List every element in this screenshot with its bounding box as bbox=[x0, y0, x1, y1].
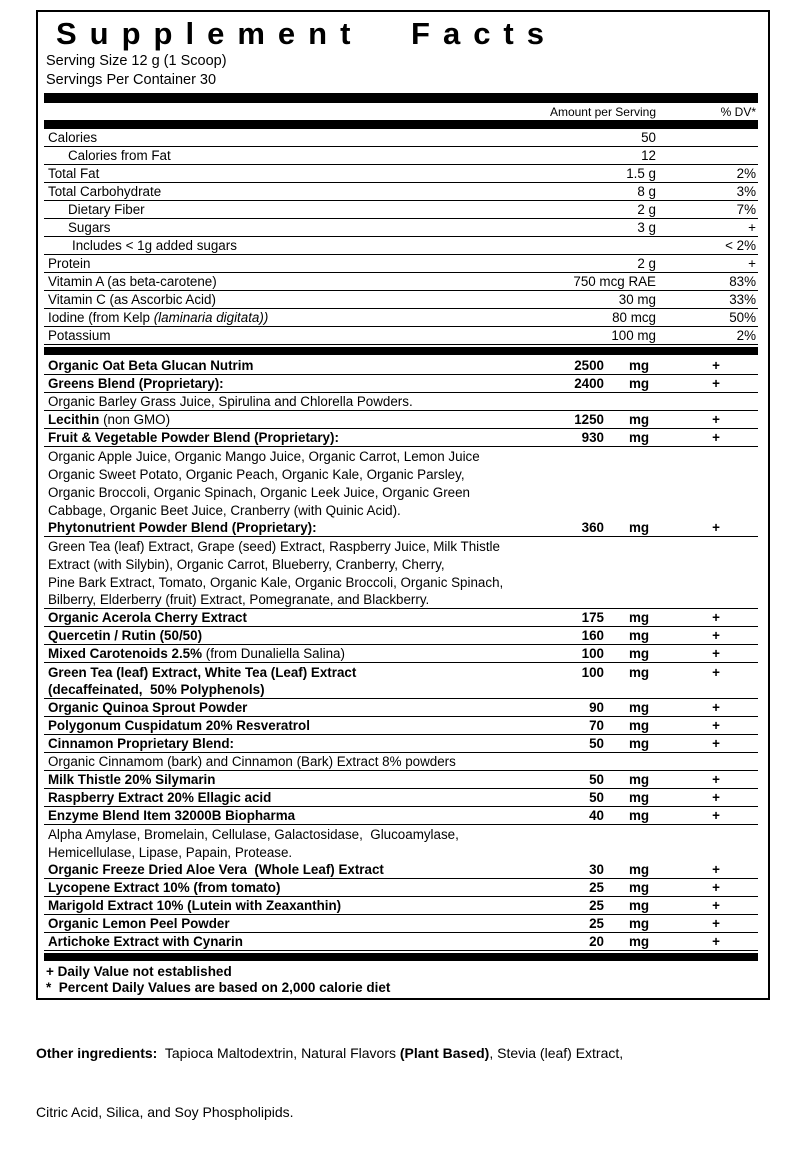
servings-per-container: Servings Per Container 30 bbox=[46, 72, 217, 88]
ingredient-dv: + bbox=[712, 665, 720, 680]
ingredient-unit: mg bbox=[628, 628, 650, 643]
nutrient-amount: 80 mcg bbox=[612, 310, 656, 325]
ingredient-description-row bbox=[44, 843, 758, 861]
nutrient-amount: 30 mg bbox=[618, 292, 656, 307]
ingredient-amount: 25 bbox=[589, 916, 604, 931]
column-header-amount: Amount per Serving bbox=[549, 105, 656, 119]
nutrition-row bbox=[44, 237, 758, 255]
ingredient-name: Organic Quinoa Sprout Powder bbox=[48, 700, 248, 715]
ingredient-row bbox=[44, 357, 758, 375]
ingredient-unit: mg bbox=[628, 790, 650, 805]
nutrient-name: Protein bbox=[48, 256, 91, 271]
ingredient-row bbox=[44, 375, 758, 393]
nutrient-dv: 7% bbox=[736, 202, 756, 217]
ingredient-amount: 90 bbox=[589, 700, 604, 715]
ingredient-name: Green Tea (leaf) Extract, White Tea (Leaf) Extract bbox=[48, 665, 357, 680]
ingredient-row-continued bbox=[44, 681, 758, 699]
ingredient-amount: 25 bbox=[589, 898, 604, 913]
ingredient-row bbox=[44, 735, 758, 753]
serving-size: Serving Size 12 g (1 Scoop) bbox=[46, 53, 227, 69]
ingredient-unit: mg bbox=[628, 916, 650, 931]
nutrient-name: Total Fat bbox=[48, 166, 100, 181]
ingredient-description-row bbox=[44, 591, 758, 609]
nutrition-row bbox=[44, 327, 758, 345]
ingredient-amount: 2400 bbox=[574, 376, 604, 391]
ingredient-row bbox=[44, 789, 758, 807]
ingredient-unit: mg bbox=[628, 736, 650, 751]
nutrient-name: Iodine (from Kelp (laminaria digitata)) bbox=[48, 310, 269, 325]
ingredient-row bbox=[44, 771, 758, 789]
nutrient-name: Sugars bbox=[68, 220, 111, 235]
nutrition-row bbox=[44, 201, 758, 219]
ingredient-dv: + bbox=[712, 628, 720, 643]
ingredient-name-suffix: (from Dunaliella Salina) bbox=[202, 646, 345, 661]
ingredient-dv: + bbox=[712, 718, 720, 733]
other-ingredients-line2: Citric Acid, Silica, and Soy Phospholipids. bbox=[36, 1103, 294, 1120]
ingredient-name: Marigold Extract 10% (Lutein with Zeaxanthin) bbox=[48, 898, 342, 913]
ingredient-unit: mg bbox=[628, 646, 650, 661]
other-ingredients bbox=[36, 1005, 760, 1161]
ingredient-description-row bbox=[44, 753, 758, 771]
other-ingredients-label: Other ingredients: bbox=[36, 1045, 158, 1061]
ingredient-dv: + bbox=[712, 700, 720, 715]
ingredient-unit: mg bbox=[628, 880, 650, 895]
nutrition-facts-section bbox=[44, 129, 758, 345]
ingredient-amount: 1250 bbox=[574, 412, 604, 427]
ingredient-dv: + bbox=[712, 880, 720, 895]
ingredient-description-row bbox=[44, 393, 758, 411]
nutrient-dv: 2% bbox=[736, 328, 756, 343]
ingredient-description-row bbox=[44, 825, 758, 843]
ingredient-amount: 2500 bbox=[574, 358, 604, 373]
ingredient-name: Phytonutrient Powder Blend (Proprietary): bbox=[48, 520, 317, 535]
ingredient-row bbox=[44, 933, 758, 951]
ingredient-description-text: Organic Cinnamom (bark) and Cinnamon (Bark) Extract 8% powders bbox=[48, 754, 456, 769]
divider-bar-middle bbox=[44, 347, 758, 355]
footnote-daily-value: + Daily Value not established bbox=[46, 964, 232, 979]
ingredient-facts-section bbox=[44, 357, 758, 951]
ingredient-name: Enzyme Blend Item 32000B Biopharma bbox=[48, 808, 296, 823]
ingredient-name: Polygonum Cuspidatum 20% Resveratrol bbox=[48, 718, 310, 733]
ingredient-name: Quercetin / Rutin (50/50) bbox=[48, 628, 203, 643]
ingredient-description-text: Organic Barley Grass Juice, Spirulina and Chlorella Powders. bbox=[48, 394, 413, 409]
ingredient-dv: + bbox=[712, 898, 720, 913]
ingredient-amount: 100 bbox=[581, 646, 604, 661]
ingredient-name: Milk Thistle 20% Silymarin bbox=[48, 772, 216, 787]
ingredient-amount: 30 bbox=[589, 862, 604, 877]
ingredient-description-row bbox=[44, 501, 758, 519]
ingredient-unit: mg bbox=[628, 520, 650, 535]
nutrient-dv: 83% bbox=[729, 274, 756, 289]
nutrition-row bbox=[44, 273, 758, 291]
nutrient-dv: < 2% bbox=[725, 238, 756, 253]
column-header-row bbox=[44, 103, 758, 119]
nutrient-amount: 50 bbox=[641, 130, 656, 145]
ingredient-description-text: Extract (with Silybin), Organic Carrot, Blueberry, Cranberry, Cherry, bbox=[48, 557, 445, 572]
nutrient-amount: 1.5 g bbox=[626, 166, 656, 181]
nutrient-name: Vitamin A (as beta-carotene) bbox=[48, 274, 217, 289]
nutrient-name-latin: (laminaria digitata)) bbox=[153, 310, 269, 325]
other-ingredients-bold1: (Plant Based) bbox=[399, 1045, 490, 1061]
nutrient-name: Calories bbox=[48, 130, 98, 145]
ingredient-row bbox=[44, 717, 758, 735]
ingredient-dv: + bbox=[712, 358, 720, 373]
nutrient-dv: 2% bbox=[736, 166, 756, 181]
ingredient-name: Mixed Carotenoids 2.5% (from Dunaliella Salina) bbox=[48, 646, 345, 661]
ingredient-dv: + bbox=[712, 808, 720, 823]
ingredient-amount: 160 bbox=[581, 628, 604, 643]
ingredient-unit: mg bbox=[628, 376, 650, 391]
ingredient-amount: 20 bbox=[589, 934, 604, 949]
ingredient-amount: 100 bbox=[581, 665, 604, 680]
nutrition-row bbox=[44, 129, 758, 147]
divider-bar-bottom bbox=[44, 953, 758, 961]
ingredient-amount: 70 bbox=[589, 718, 604, 733]
nutrition-row bbox=[44, 255, 758, 273]
ingredient-name-line2: (decaffeinated, 50% Polyphenols) bbox=[48, 682, 265, 697]
nutrient-amount: 2 g bbox=[637, 202, 656, 217]
ingredient-unit: mg bbox=[628, 862, 650, 877]
ingredient-row bbox=[44, 807, 758, 825]
divider-bar-header bbox=[44, 120, 758, 129]
ingredient-name: Organic Acerola Cherry Extract bbox=[48, 610, 247, 625]
ingredient-description-text: Organic Broccoli, Organic Spinach, Organic Leek Juice, Organic Green bbox=[48, 485, 471, 500]
nutrient-dv: 50% bbox=[729, 310, 756, 325]
ingredient-row bbox=[44, 645, 758, 663]
ingredient-unit: mg bbox=[628, 610, 650, 625]
supplement-facts-label bbox=[0, 10, 800, 1120]
column-header-dv: % DV* bbox=[720, 105, 756, 119]
ingredient-description-row bbox=[44, 483, 758, 501]
nutrition-row bbox=[44, 219, 758, 237]
nutrient-amount: 100 mg bbox=[611, 328, 656, 343]
ingredient-name: Cinnamon Proprietary Blend: bbox=[48, 736, 235, 751]
ingredient-description-row bbox=[44, 555, 758, 573]
ingredient-dv: + bbox=[712, 916, 720, 931]
divider-bar-top bbox=[44, 93, 758, 103]
ingredient-unit: mg bbox=[628, 718, 650, 733]
ingredient-unit: mg bbox=[628, 665, 650, 680]
ingredient-description-text: Organic Sweet Potato, Organic Peach, Organic Kale, Organic Parsley, bbox=[48, 467, 465, 482]
nutrient-amount: 3 g bbox=[637, 220, 656, 235]
ingredient-dv: + bbox=[712, 736, 720, 751]
other-ingredients-line1 bbox=[36, 1044, 760, 1064]
ingredient-description-text: Hemicellulase, Lipase, Papain, Protease. bbox=[48, 845, 293, 860]
ingredient-dv: + bbox=[712, 772, 720, 787]
other-ingredients-text2: , Stevia (leaf) Extract, bbox=[489, 1045, 624, 1061]
ingredient-name: Artichoke Extract with Cynarin bbox=[48, 934, 243, 949]
ingredient-dv: + bbox=[712, 430, 720, 445]
ingredient-unit: mg bbox=[628, 358, 650, 373]
supplement-facts-panel bbox=[36, 10, 770, 1000]
ingredient-amount: 360 bbox=[581, 520, 604, 535]
ingredient-name: Organic Oat Beta Glucan Nutrim bbox=[48, 358, 254, 373]
ingredient-unit: mg bbox=[628, 700, 650, 715]
footnote-percent-dv: * Percent Daily Values are based on 2,000 calorie diet bbox=[46, 979, 391, 995]
ingredient-row bbox=[44, 627, 758, 645]
ingredient-name: Raspberry Extract 20% Ellagic acid bbox=[48, 790, 272, 805]
nutrition-row bbox=[44, 147, 758, 165]
ingredient-row bbox=[44, 429, 758, 447]
nutrient-dv: 33% bbox=[729, 292, 756, 307]
ingredient-name: Lycopene Extract 10% (from tomato) bbox=[48, 880, 281, 895]
ingredient-row bbox=[44, 663, 758, 681]
ingredient-dv: + bbox=[712, 610, 720, 625]
nutrient-name: Vitamin C (as Ascorbic Acid) bbox=[48, 292, 216, 307]
nutrient-dv: 3% bbox=[736, 184, 756, 199]
ingredient-name-suffix: (non GMO) bbox=[99, 412, 171, 427]
ingredient-row bbox=[44, 609, 758, 627]
ingredient-dv: + bbox=[712, 412, 720, 427]
other-ingredients-text1: Tapioca Maltodextrin, Natural Flavors bbox=[157, 1045, 400, 1061]
ingredient-row bbox=[44, 411, 758, 429]
ingredient-description-row bbox=[44, 537, 758, 555]
nutrition-row bbox=[44, 291, 758, 309]
ingredient-row bbox=[44, 897, 758, 915]
ingredient-unit: mg bbox=[628, 808, 650, 823]
ingredient-dv: + bbox=[712, 376, 720, 391]
ingredient-unit: mg bbox=[628, 898, 650, 913]
ingredient-amount: 50 bbox=[589, 790, 604, 805]
nutrition-row bbox=[44, 309, 758, 327]
nutrient-amount: 2 g bbox=[637, 256, 656, 271]
ingredient-row bbox=[44, 915, 758, 933]
nutrient-name: Potassium bbox=[48, 328, 111, 343]
ingredient-name: Organic Freeze Dried Aloe Vera (Whole Leaf) Extract bbox=[48, 862, 384, 877]
nutrient-name: Calories from Fat bbox=[68, 148, 171, 163]
ingredient-amount: 930 bbox=[581, 430, 604, 445]
ingredient-description-row bbox=[44, 447, 758, 465]
ingredient-row bbox=[44, 699, 758, 717]
ingredient-amount: 40 bbox=[589, 808, 604, 823]
panel-title: Supplement Facts bbox=[56, 16, 557, 51]
ingredient-row bbox=[44, 519, 758, 537]
ingredient-unit: mg bbox=[628, 412, 650, 427]
ingredient-row bbox=[44, 879, 758, 897]
nutrient-name: Dietary Fiber bbox=[68, 202, 145, 217]
ingredient-unit: mg bbox=[628, 430, 650, 445]
ingredient-amount: 25 bbox=[589, 880, 604, 895]
ingredient-amount: 50 bbox=[589, 772, 604, 787]
ingredient-description-text: Alpha Amylase, Bromelain, Cellulase, Galactosidase, Glucoamylase, bbox=[48, 827, 459, 842]
ingredient-description-text: Organic Apple Juice, Organic Mango Juice, Organic Carrot, Lemon Juice bbox=[48, 449, 480, 464]
ingredient-unit: mg bbox=[628, 934, 650, 949]
ingredient-unit: mg bbox=[628, 772, 650, 787]
ingredient-dv: + bbox=[712, 790, 720, 805]
nutrient-name: Total Carbohydrate bbox=[48, 184, 162, 199]
ingredient-dv: + bbox=[712, 934, 720, 949]
ingredient-row bbox=[44, 861, 758, 879]
ingredient-name: Organic Lemon Peel Powder bbox=[48, 916, 230, 931]
nutrition-row bbox=[44, 183, 758, 201]
ingredient-name: Lecithin (non GMO) bbox=[48, 412, 171, 427]
ingredient-name: Fruit & Vegetable Powder Blend (Proprietary): bbox=[48, 430, 339, 445]
nutrient-dv: + bbox=[748, 220, 756, 235]
ingredient-dv: + bbox=[712, 862, 720, 877]
ingredient-name: Greens Blend (Proprietary): bbox=[48, 376, 224, 391]
nutrition-row bbox=[44, 165, 758, 183]
ingredient-description-text: Bilberry, Elderberry (fruit) Extract, Pomegranate, and Blackberry. bbox=[48, 592, 430, 607]
nutrient-name: Includes < 1g added sugars bbox=[72, 238, 237, 253]
ingredient-description-text: Green Tea (leaf) Extract, Grape (seed) Extract, Raspberry Juice, Milk Thistle bbox=[48, 539, 500, 554]
nutrient-amount: 8 g bbox=[637, 184, 656, 199]
ingredient-description-text: Pine Bark Extract, Tomato, Organic Kale, Organic Broccoli, Organic Spinach, bbox=[48, 575, 504, 590]
ingredient-description-row bbox=[44, 573, 758, 591]
nutrient-amount: 750 mcg RAE bbox=[573, 274, 656, 289]
ingredient-dv: + bbox=[712, 646, 720, 661]
nutrient-dv: + bbox=[748, 256, 756, 271]
ingredient-amount: 175 bbox=[581, 610, 604, 625]
ingredient-description-row bbox=[44, 465, 758, 483]
ingredient-description-text: Cabbage, Organic Beet Juice, Cranberry (with Quinic Acid). bbox=[48, 503, 401, 518]
ingredient-amount: 50 bbox=[589, 736, 604, 751]
ingredient-dv: + bbox=[712, 520, 720, 535]
nutrient-amount: 12 bbox=[641, 148, 656, 163]
